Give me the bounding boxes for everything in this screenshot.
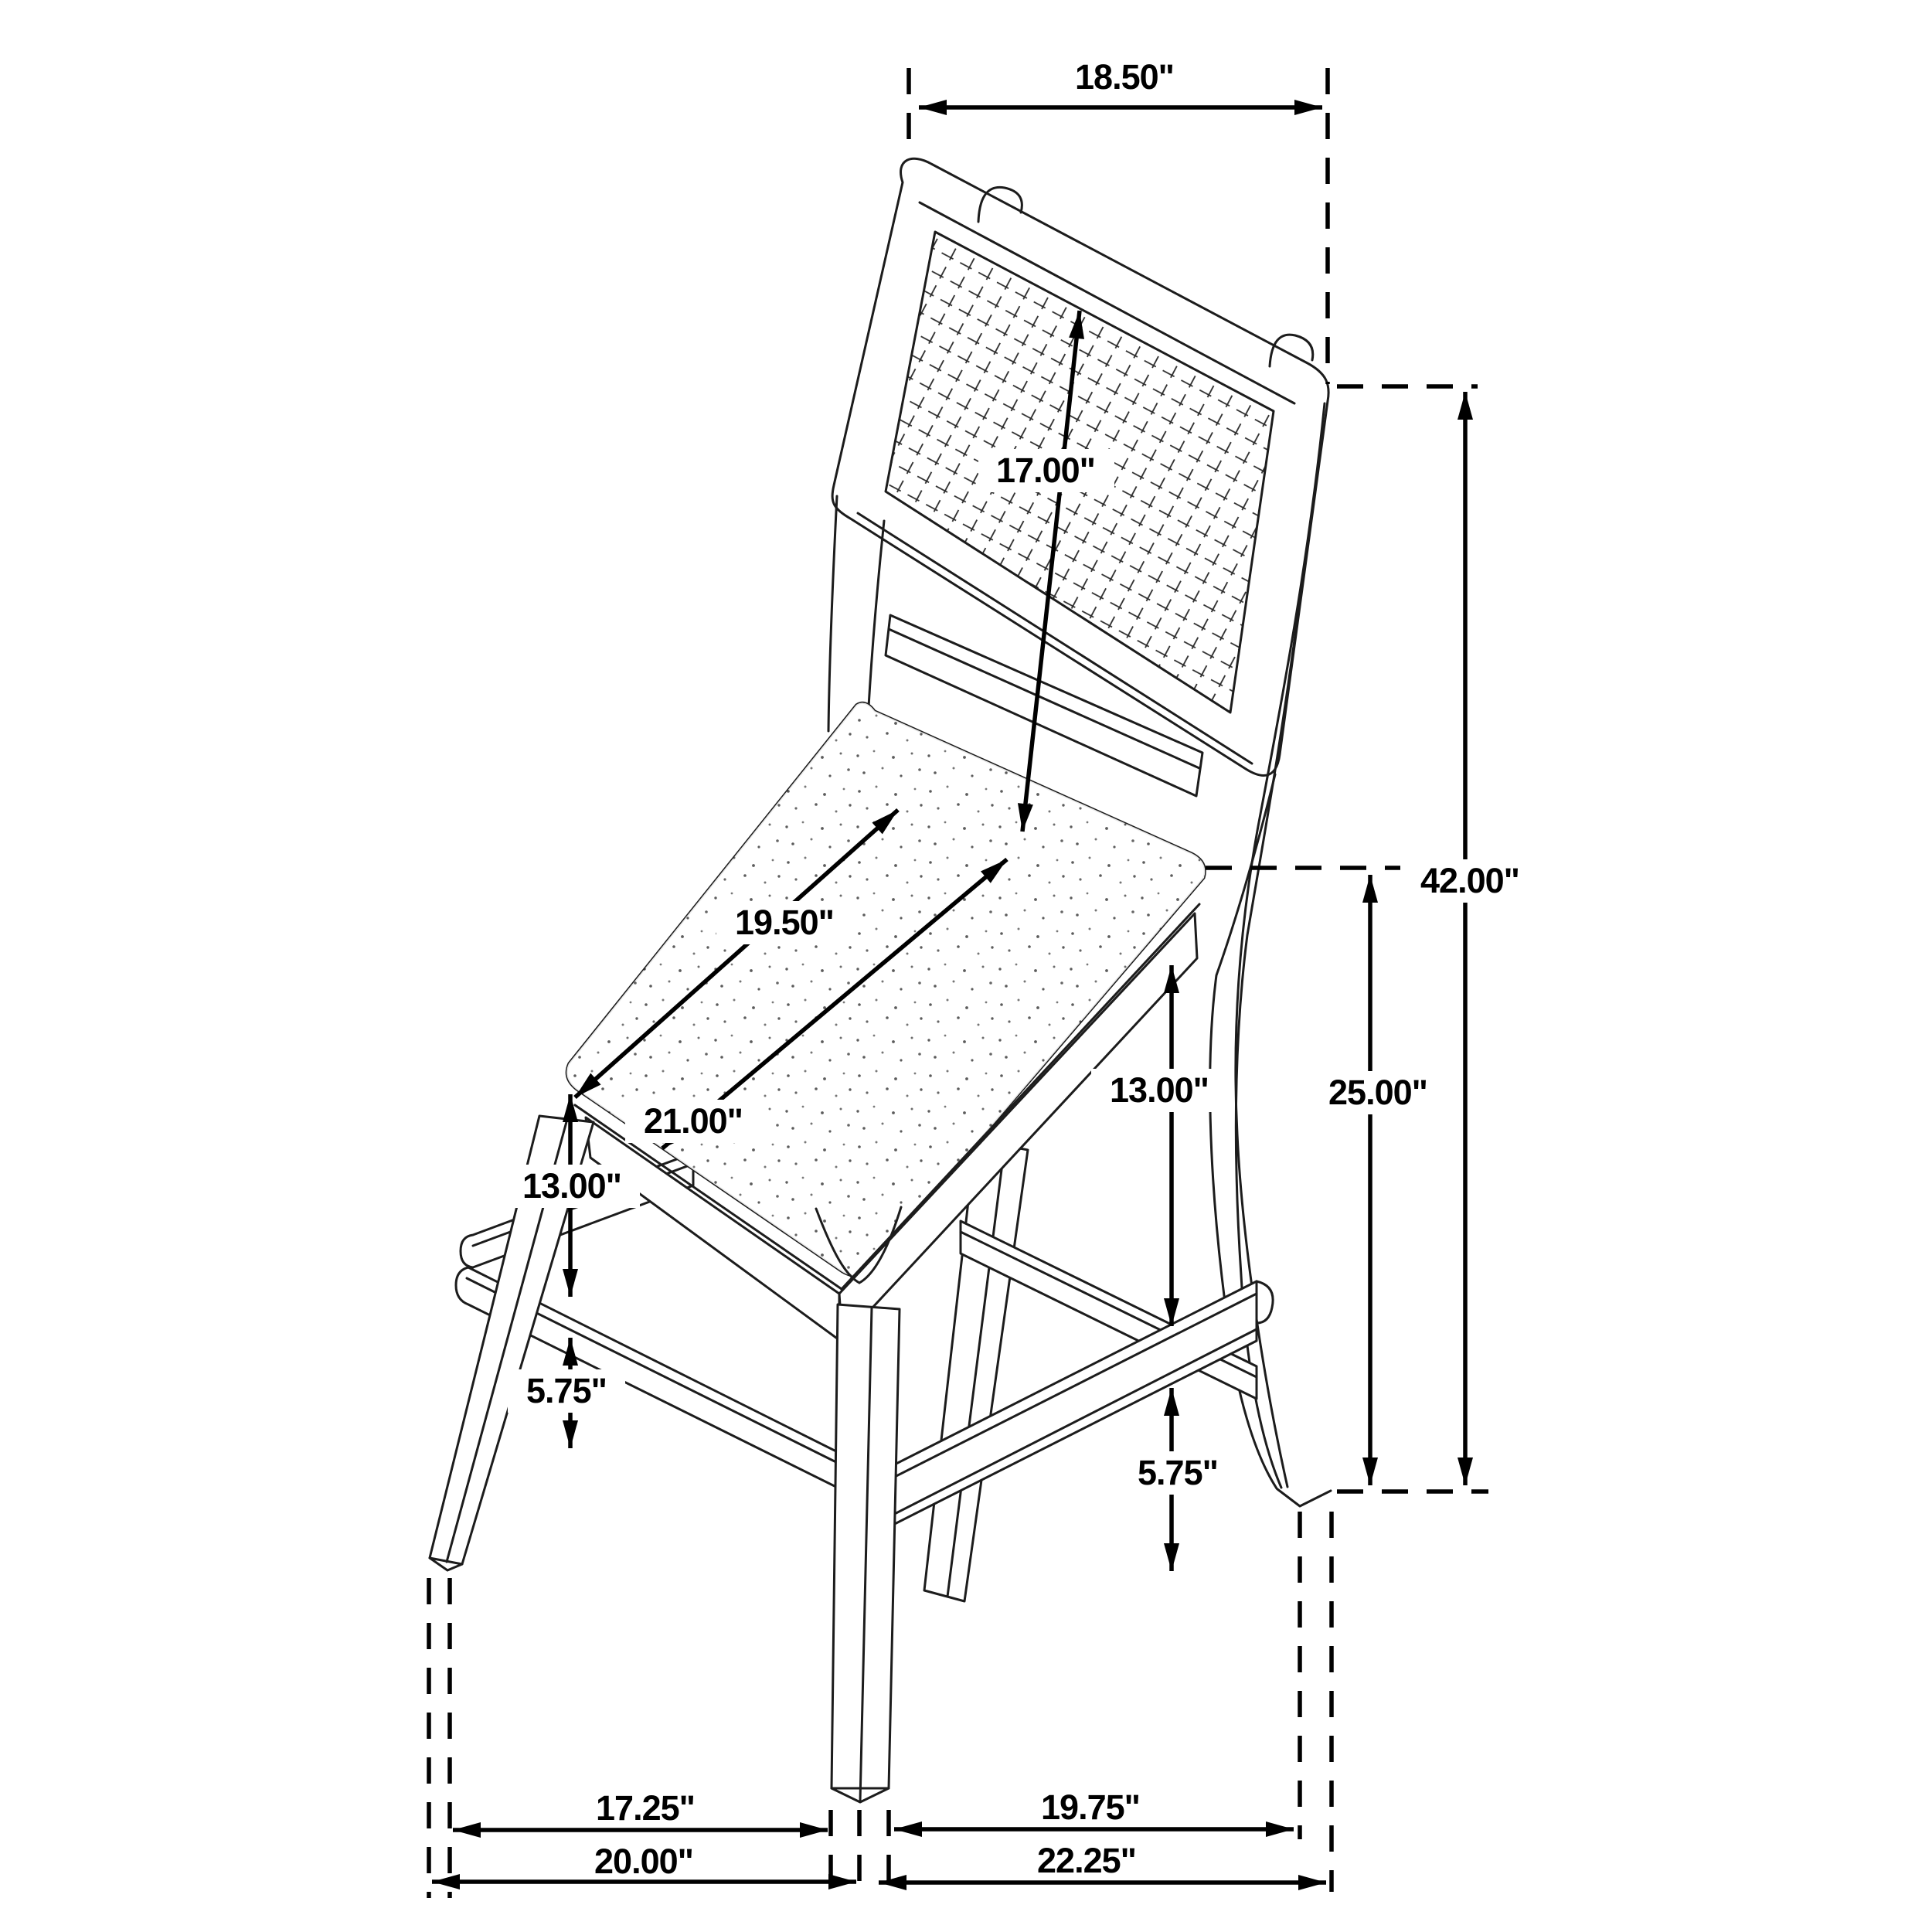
stool-illustration	[430, 158, 1331, 1802]
dim-label-right-seat-to-stretcher: 13.00"	[1110, 1070, 1209, 1110]
dim-label-depth-overall: 22.25"	[1037, 1841, 1136, 1880]
rear-right-foot	[1277, 1489, 1331, 1506]
dim-label-seat-depth: 19.50"	[735, 903, 834, 942]
dim-label-depth-inner: 19.75"	[1041, 1787, 1140, 1827]
right-stretcher-body	[878, 1281, 1257, 1532]
right-stretcher	[878, 1281, 1273, 1532]
dim-label-back-height: 17.00"	[996, 451, 1095, 490]
dim-label-seat-width: 21.00"	[644, 1101, 743, 1141]
dim-label-seat-height: 25.00"	[1328, 1073, 1427, 1112]
dim-label-right-stretcher-to-floor: 5.75"	[1138, 1453, 1218, 1492]
dim-label-overall-height: 42.00"	[1420, 861, 1519, 900]
left-post-inner-edge	[867, 521, 884, 736]
front-right-leg	[832, 1304, 900, 1802]
left-back-post	[828, 496, 884, 736]
dim-label-left-stretcher-to-floor: 5.75"	[526, 1371, 607, 1410]
rear-right-leg-face-line	[1236, 587, 1301, 1488]
dim-label-back-width: 18.50"	[1075, 57, 1174, 97]
left-post-outer-edge	[828, 496, 837, 731]
right-stretcher-end-cap	[1257, 1281, 1273, 1323]
dim-label-front-width-overall: 20.00"	[594, 1842, 693, 1881]
dim-label-left-seat-to-stretcher: 13.00"	[522, 1166, 621, 1206]
dim-label-front-width-inner: 17.25"	[596, 1788, 695, 1828]
